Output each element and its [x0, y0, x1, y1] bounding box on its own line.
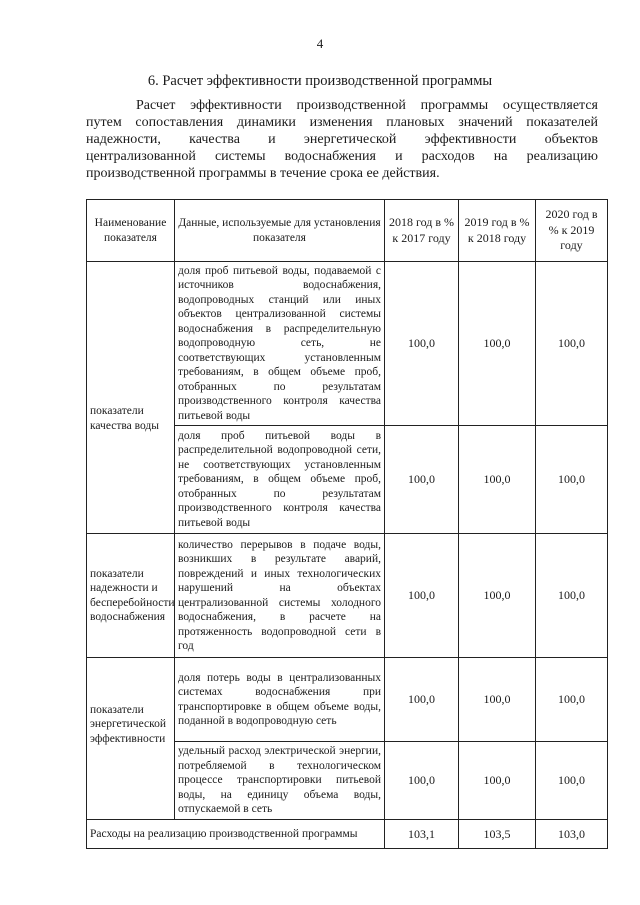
value-2018: 100,0 [385, 742, 459, 820]
value-2020: 100,0 [536, 262, 608, 426]
value-2019: 100,0 [459, 658, 536, 742]
value-2020: 100,0 [536, 658, 608, 742]
header-2019: 2019 год в % к 2018 году [459, 200, 536, 262]
intro-line: централизованной системы водоснабжения и расходов на реализацию [86, 149, 598, 164]
header-source-data: Данные, используемые для установления показателя [175, 200, 385, 262]
header-indicator-name: Наименование показателя [87, 200, 175, 262]
intro-paragraph [86, 97, 598, 182]
intro-line: Расчет эффективности производственной программы осуществляется [136, 98, 598, 113]
value-2019: 100,0 [459, 262, 536, 426]
indicator-data-cell: количество перерывов в подаче воды, возникших в результате аварий, повреждений и иных технологических нарушений на объектах централизованной системы холодного водоснабжения, в расчете на протяженность водопроводной сети в год [175, 534, 385, 658]
group-reliability: показатели надежности и бесперебойности водоснабжения [87, 534, 175, 658]
indicator-data-cell: удельный расход электрической энергии, потребляемой в технологическом процессе транспортировки питьевой воды, на единицу объема воды, отпускаемой в сеть [175, 742, 385, 820]
value-2020: 100,0 [536, 742, 608, 820]
value-2019: 100,0 [459, 426, 536, 534]
indicator-data-cell: доля проб питьевой воды, подаваемой с источников водоснабжения, водопроводных станций или иных объектов централизованной системы водоснабжения в распределительную водопроводную сеть, не соответствующих установленным требованиям, в общем объеме проб, отобранных по результатам производственного контроля качества питьевой воды [175, 262, 385, 426]
group-energy-efficiency: показатели энергетической эффективности [87, 658, 175, 820]
page-number: 4 [316, 36, 324, 51]
intro-line: путем сопоставления динамики изменения плановых значений показателей [86, 115, 598, 130]
table-header-row [87, 200, 608, 262]
value-2018: 100,0 [385, 534, 459, 658]
table-row [87, 658, 608, 742]
intro-line: надежности, качества и энергетической эффективности объектов [86, 132, 598, 147]
group-water-quality: показатели качества воды [87, 262, 175, 534]
value-2020: 100,0 [536, 534, 608, 658]
header-2020: 2020 год в % к 2019 году [536, 200, 608, 262]
intro-line: производственной программы в течение срока ее действия. [86, 166, 440, 181]
table-row [87, 534, 608, 658]
total-2018: 103,1 [385, 820, 459, 849]
indicator-data-cell: доля потерь воды в централизованных системах водоснабжения при транспортировке в общем объеме воды, поданной в водопроводную сеть [175, 658, 385, 742]
value-2018: 100,0 [385, 658, 459, 742]
indicator-data-cell: доля проб питьевой воды в распределительной водопроводной сети, не соответствующих установленным требованиям, в общем объеме проб, отобранных по результатам производственного контроля качества питьевой воды [175, 426, 385, 534]
value-2019: 100,0 [459, 534, 536, 658]
value-2018: 100,0 [385, 426, 459, 534]
table-row [87, 262, 608, 426]
total-row [87, 820, 608, 849]
section-title: 6. Расчет эффективности производственной программы [147, 73, 493, 89]
value-2020: 100,0 [536, 426, 608, 534]
efficiency-table [86, 199, 608, 849]
header-2018: 2018 год в % к 2017 году [385, 200, 459, 262]
value-2019: 100,0 [459, 742, 536, 820]
total-expenses-label: Расходы на реализацию производственной программы [87, 820, 385, 849]
value-2018: 100,0 [385, 262, 459, 426]
total-2020: 103,0 [536, 820, 608, 849]
total-2019: 103,5 [459, 820, 536, 849]
